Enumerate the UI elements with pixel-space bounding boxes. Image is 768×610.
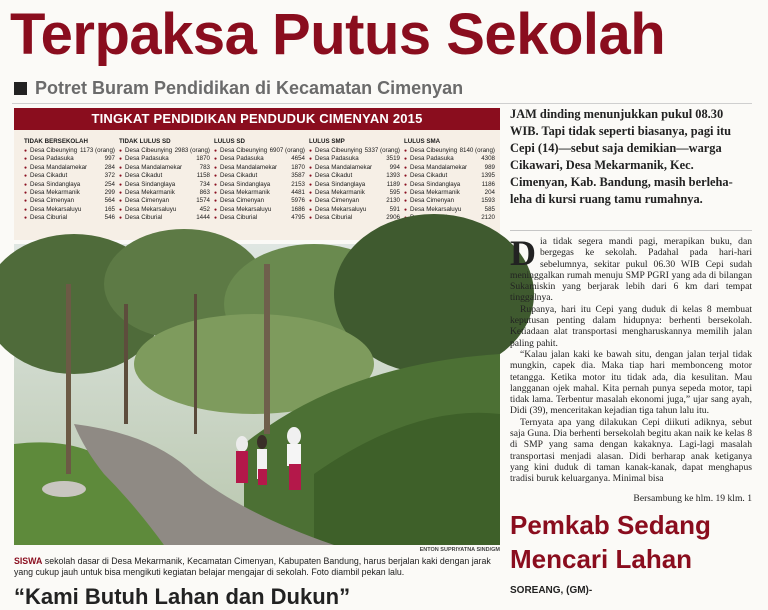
village-value: 2906 [386, 214, 400, 222]
village-value: 595 [389, 189, 400, 197]
table-row [404, 197, 495, 205]
article-body [510, 233, 752, 485]
side-dateline: SOREANG, (GM)- [510, 585, 593, 596]
table-row [214, 206, 305, 214]
village-value: 6907 (orang) [269, 147, 305, 154]
column-header: LULUS SMP [309, 138, 345, 145]
village-name: ● Desa Padasuka [214, 155, 264, 163]
village-value: 1870 [291, 163, 305, 171]
village-value: 2153 [291, 180, 305, 188]
village-name: ● Desa Cikadut [404, 172, 447, 180]
caption-text: sekolah dasar di Desa Mekarmanik, Kecamatan Cimenyan, Kabupaten Bandung, harus berjalan kaki dengan jarak yang cukup jauh untuk bisa mengikuti kegiatan belajar mengajar di sekolah. Foto diambil pekan lalu. [14, 556, 491, 577]
continued-note: Bersambung ke hlm. 19 klm. 1 [633, 493, 752, 504]
table-row [119, 164, 210, 172]
village-value: 4654 [291, 155, 305, 163]
table-row [309, 214, 400, 222]
table-row [309, 181, 400, 189]
table-row [309, 206, 400, 214]
village-name: ● Desa Mekarmanik [404, 189, 460, 197]
table-row [214, 147, 305, 155]
village-name: ● Desa Cimenyan [24, 197, 74, 205]
table-row [214, 155, 305, 163]
village-value: 994 [389, 163, 400, 171]
table-row [24, 197, 115, 205]
body-paragraph: Rupanya, hari itu Cepi yang duduk di kelas 8 membuat keputusan penting dalam hidupnya: berhenti bersekolah. Ketiadaan alat transportasi mengharuskannya memilih jalan paling pahit. [510, 303, 752, 349]
table-row [119, 214, 210, 222]
village-value: 2120 [481, 214, 495, 222]
table-row [119, 181, 210, 189]
village-name: ● Desa Ciburial [214, 214, 257, 222]
kicker-square-icon [14, 82, 27, 95]
village-name: ● Desa Mekarmanik [309, 189, 365, 197]
photo-credit: ENTON SUPRIYATNA SIND/GM [419, 547, 500, 553]
village-value: 254 [104, 180, 115, 188]
village-name: ● Desa Ciburial [24, 214, 67, 222]
table-row [404, 147, 495, 155]
village-value: 3519 [386, 155, 400, 163]
kicker-text: Potret Buram Pendidikan di Kecamatan Cimenyan [35, 77, 464, 98]
table-row [24, 214, 115, 222]
kicker [14, 77, 463, 99]
village-name: ● Desa Sindanglaya [404, 181, 460, 189]
village-value: 4481 [291, 189, 305, 197]
table-column [24, 138, 119, 234]
village-value: 372 [104, 172, 115, 180]
village-name: ● Desa Sindanglaya [119, 181, 175, 189]
village-name: ● Desa Cimenyan [309, 197, 359, 205]
village-name: ● Desa Mekarmanik [24, 189, 80, 197]
village-name: ● Desa Mekarmanik [214, 189, 270, 197]
village-name: ● Desa Cibeunying [24, 147, 77, 155]
village-value: 1393 [386, 172, 400, 180]
table-row [214, 172, 305, 180]
table-row [214, 181, 305, 189]
village-name: ● Desa Sindanglaya [24, 181, 80, 189]
lede-divider [510, 230, 752, 231]
table-row [404, 164, 495, 172]
village-name: ● Desa Cikadut [214, 172, 257, 180]
table-row [404, 155, 495, 163]
village-name: ● Desa Mekarsaluyu [214, 206, 271, 214]
column-header: TIDAK BERSEKOLAH [24, 138, 88, 145]
village-name: ● Desa Mekarsaluyu [24, 206, 81, 214]
table-row [309, 147, 400, 155]
village-name: ● Desa Mandalamekar [214, 164, 277, 172]
village-name: ● Desa Mandalamekar [404, 164, 467, 172]
table-row [404, 181, 495, 189]
village-name: ● Desa Padasuka [24, 155, 74, 163]
photo-illustration [14, 244, 500, 545]
village-value: 1189 [386, 180, 400, 188]
photo-caption [14, 556, 502, 578]
table-row [119, 206, 210, 214]
village-value: 1186 [481, 180, 495, 188]
village-value: 3587 [291, 172, 305, 180]
body-paragraph: Dia tidak segera mandi pagi, merapikan buku, dan bergegas ke sekolah. Padahal pada hari-hari sebelumnya, sekitar pukul 06.30 WIB Cepi sudah meninggalkan rumah menuju SMP PGRI yang ada di bilangan Sukamiskin yang berjarak lebih dari 6 km dari tempat tinggalnya. [510, 233, 752, 304]
column-header: TIDAK LULUS SD [119, 138, 171, 145]
table-row [119, 189, 210, 197]
village-name: ● Desa Mekarsaluyu [309, 206, 366, 214]
village-value: 1593 [481, 197, 495, 205]
village-value: 165 [104, 205, 115, 213]
village-value: 284 [104, 163, 115, 171]
village-value: 4308 [481, 155, 495, 163]
village-name: ● Desa Sindanglaya [214, 181, 270, 189]
table-row [24, 147, 115, 155]
village-value: 546 [104, 214, 115, 222]
village-name: ● Desa Ciburial [309, 214, 352, 222]
table-row [214, 214, 305, 222]
village-value: 997 [104, 155, 115, 163]
village-value: 989 [484, 163, 495, 171]
village-value: 1686 [291, 205, 305, 213]
village-value: 591 [389, 205, 400, 213]
photo [14, 244, 500, 545]
village-name: ● Desa Cimenyan [214, 197, 264, 205]
table-column [309, 138, 404, 234]
village-value: 783 [199, 163, 210, 171]
village-value: 5976 [291, 197, 305, 205]
table-row [24, 189, 115, 197]
table-row [214, 189, 305, 197]
village-value: 2130 [386, 197, 400, 205]
table-row [24, 155, 115, 163]
village-name: ● Desa Cikadut [24, 172, 67, 180]
village-value: 2983 (orang) [174, 147, 210, 154]
village-value: 204 [484, 189, 495, 197]
village-value: 564 [104, 197, 115, 205]
table-row [309, 155, 400, 163]
village-value: 1870 [196, 155, 210, 163]
table-row [404, 206, 495, 214]
table-row [309, 164, 400, 172]
village-value: 5337 (orang) [364, 147, 400, 154]
table-column [214, 138, 309, 234]
table-row [214, 164, 305, 172]
village-value: 1173 (orang) [80, 147, 115, 154]
village-value: 4795 [291, 214, 305, 222]
lede: JAM dinding menunjukkan pukul 08.30 WIB. Tapi tidak seperti biasanya, pagi itu Cepi (14)—sebut saja demikian—warga Cikawari, Desa Mekarmanik, Kec. Cimenyan, Kab. Bandung, masih berleha-leha di kursi ruang tamu rumahnya. [510, 107, 733, 206]
divider [12, 103, 752, 104]
village-name: ● Desa Padasuka [119, 155, 169, 163]
bottom-cut-headline: “Kami Butuh Lahan dan Dukun” [14, 584, 351, 609]
table-row [309, 189, 400, 197]
village-name: ● Desa Cibeunying [119, 147, 172, 155]
village-name: ● Desa Mekarsaluyu [119, 206, 176, 214]
table-row [24, 206, 115, 214]
village-name: ● Desa Mekarsaluyu [404, 206, 461, 214]
table-row [24, 164, 115, 172]
village-name: ● Desa Cikadut [119, 172, 162, 180]
village-value: 299 [104, 189, 115, 197]
village-value: 1574 [196, 197, 210, 205]
village-name: ● Desa Cibeunying [214, 147, 267, 155]
table-row [24, 181, 115, 189]
village-name: ● Desa Padasuka [404, 155, 454, 163]
village-name: ● Desa Mekarmanik [119, 189, 175, 197]
table-row [119, 147, 210, 155]
table-row [404, 189, 495, 197]
village-name: ● Desa Sindanglaya [309, 181, 365, 189]
village-name: ● Desa Cibeunying [404, 147, 457, 155]
dropcap: D [510, 233, 536, 273]
table-row [119, 172, 210, 180]
village-name: ● Desa Cikadut [309, 172, 352, 180]
column-header: LULUS SD [214, 138, 245, 145]
village-value: 1444 [196, 214, 210, 222]
village-value: 452 [199, 205, 210, 213]
column-header: LULUS SMA [404, 138, 441, 145]
table-row [214, 197, 305, 205]
table-row [119, 155, 210, 163]
body-paragraph: “Kalau jalan kaki ke bawah situ, dengan jalan terjal tidak mungkin, capek dia. Maka tiap hari membonceng motor tetangga. Ketika motor itu tidak ada, dia kesulitan. Mau langganan ojek mahal. Kita pernah punya sepeda motor, tapi tidak lama. Terbentur masalah ekonomi juga,” ujar sang ayah, Didi (39), menceritakan kejadian tiga tahun lalu itu. [510, 348, 752, 417]
table-title: TINGKAT PENDIDIKAN PENDUDUK CIMENYAN 2015 [14, 108, 500, 130]
village-name: ● Desa Ciburial [119, 214, 162, 222]
table-row [119, 197, 210, 205]
village-value: 734 [199, 180, 210, 188]
village-name: ● Desa Mandalamekar [24, 164, 87, 172]
village-value: 1158 [196, 172, 210, 180]
village-name: ● Desa Cimenyan [119, 197, 169, 205]
table-row [24, 172, 115, 180]
side-headline: Pemkab Sedang Mencari Lahan [510, 510, 711, 574]
caption-lead: SISWA [14, 556, 43, 566]
table-column [119, 138, 214, 234]
headline: Terpaksa Putus Sekolah [10, 2, 666, 67]
village-value: 1395 [481, 172, 495, 180]
table-row [309, 172, 400, 180]
village-name: ● Desa Cimenyan [404, 197, 454, 205]
table-row [309, 197, 400, 205]
village-value: 585 [484, 205, 495, 213]
village-value: 863 [199, 189, 210, 197]
body-paragraph: Ternyata apa yang dilakukan Cepi diikuti adiknya, sebut saja Guna. Dia berhenti bersekolah begitu akan naik ke kelas 8 di SMP yang sama dengan kakaknya. Lagi-lagi masalah transportasi menjadi alasan. Didi berharap anak ketiganya yang kini duduk di taman kanak-kanak, dapat menghapus tradisi buruk keluarganya. Minimal bisa [510, 416, 752, 485]
village-value: 8140 (orang) [459, 147, 495, 154]
village-name: ● Desa Padasuka [309, 155, 359, 163]
village-name: ● Desa Mandalamekar [309, 164, 372, 172]
village-name: ● Desa Mandalamekar [119, 164, 182, 172]
table-row [404, 172, 495, 180]
village-name: ● Desa Cibeunying [309, 147, 362, 155]
